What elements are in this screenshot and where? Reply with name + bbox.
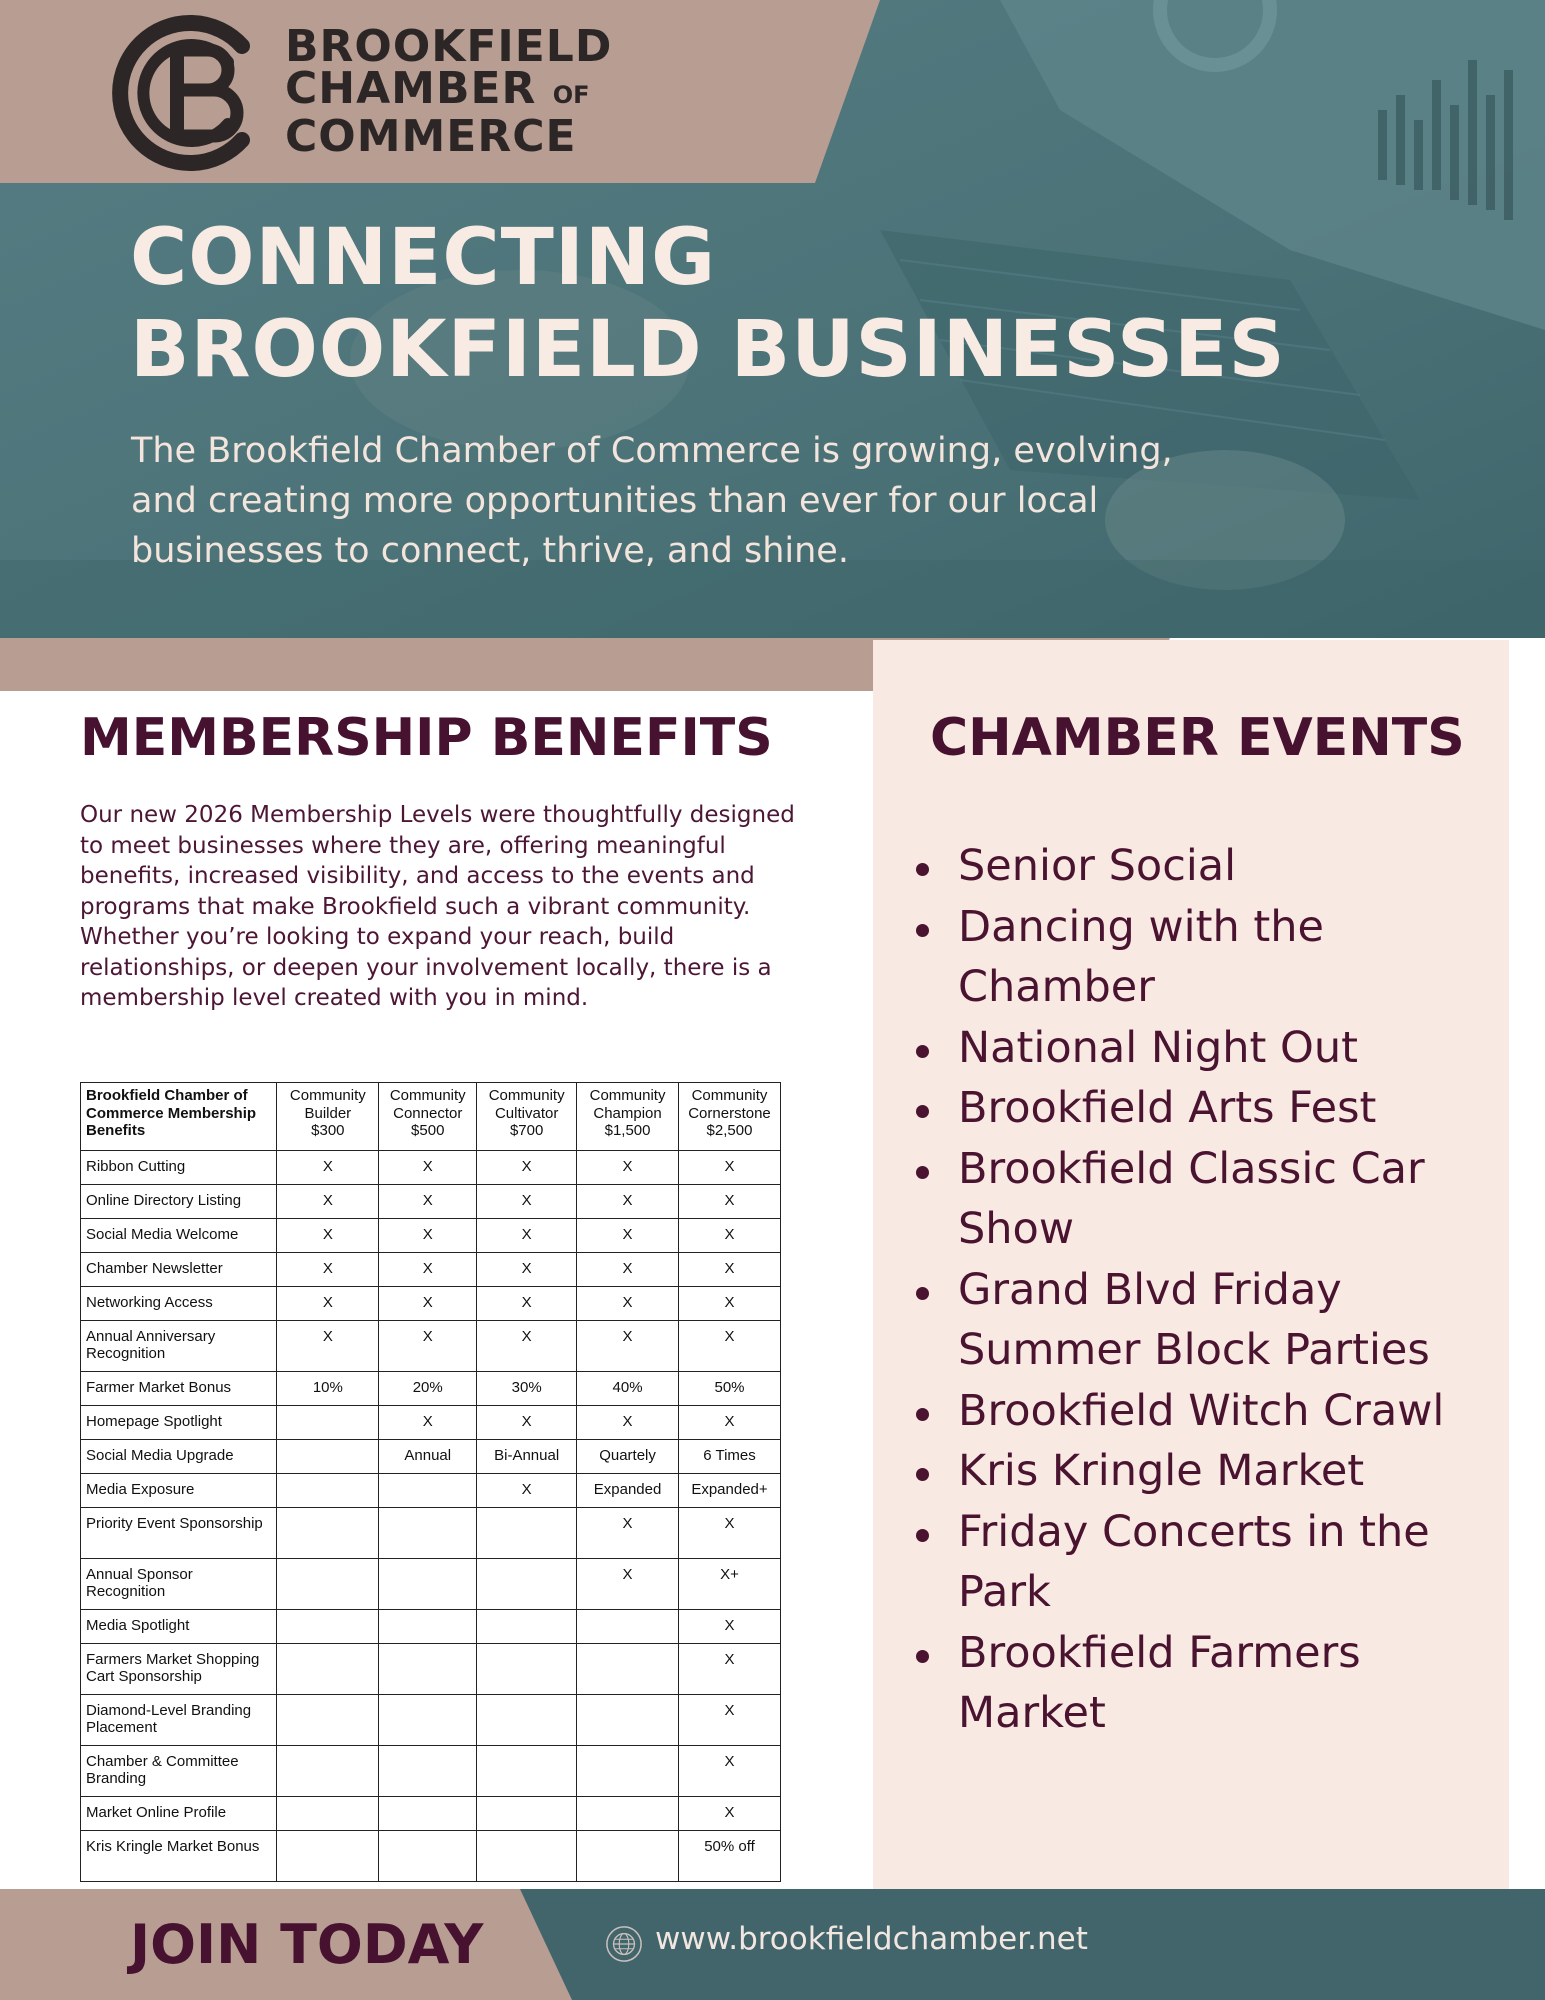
benefit-cell [477, 1508, 577, 1559]
benefit-cell [477, 1831, 577, 1882]
level-header: Community Cultivator $700 [477, 1083, 577, 1151]
table-row [81, 1508, 781, 1559]
benefit-cell: 50% [679, 1372, 781, 1406]
benefit-label: Farmer Market Bonus [81, 1372, 277, 1406]
benefit-cell: X [477, 1474, 577, 1508]
benefit-label: Media Exposure [81, 1474, 277, 1508]
benefit-cell: X [577, 1559, 679, 1610]
events-heading: CHAMBER EVENTS [930, 708, 1465, 768]
table-row [81, 1559, 781, 1610]
benefit-cell: X [679, 1185, 781, 1219]
list-item: Friday Concerts in the Park [910, 1502, 1470, 1623]
table-header-row [81, 1083, 781, 1151]
benefit-cell [277, 1559, 379, 1610]
benefit-cell: X [477, 1321, 577, 1372]
table-row [81, 1321, 781, 1372]
level-header: Community Connector $500 [379, 1083, 477, 1151]
benefit-cell: X [379, 1151, 477, 1185]
benefit-label: Chamber & Committee Branding [81, 1746, 277, 1797]
benefit-cell [277, 1831, 379, 1882]
hero-title-line-2: BROOKFIELD BUSINESSES [130, 305, 1286, 395]
benefit-cell: Bi-Annual [477, 1440, 577, 1474]
benefit-cell: X [679, 1321, 781, 1372]
benefit-cell [277, 1406, 379, 1440]
benefit-label: Diamond-Level Branding Placement [81, 1695, 277, 1746]
level-header: Community Builder $300 [277, 1083, 379, 1151]
benefit-cell: X [679, 1406, 781, 1440]
table-row [81, 1151, 781, 1185]
benefit-cell: X [679, 1151, 781, 1185]
benefit-cell [277, 1695, 379, 1746]
level-header: Community Champion $1,500 [577, 1083, 679, 1151]
benefit-cell: Expanded+ [679, 1474, 781, 1508]
benefit-cell: X [477, 1253, 577, 1287]
benefit-cell: X [477, 1151, 577, 1185]
website-link[interactable]: www.brookfieldchamber.net [655, 1921, 1088, 1957]
membership-heading: MEMBERSHIP BENEFITS [80, 708, 773, 768]
table-row [81, 1253, 781, 1287]
footer [0, 1889, 1545, 2000]
list-item: Brookfield Arts Fest [910, 1078, 1470, 1139]
table-row [81, 1185, 781, 1219]
table-row [81, 1746, 781, 1797]
benefits-table [80, 1082, 781, 1882]
list-item: National Night Out [910, 1018, 1470, 1079]
benefit-cell: Quartely [577, 1440, 679, 1474]
benefit-cell: X [679, 1610, 781, 1644]
benefits-body [81, 1151, 781, 1882]
list-item: Senior Social [910, 836, 1470, 897]
benefit-cell: X [577, 1508, 679, 1559]
benefit-cell [379, 1695, 477, 1746]
table-row [81, 1406, 781, 1440]
benefit-cell: X [379, 1406, 477, 1440]
benefit-label: Media Spotlight [81, 1610, 277, 1644]
benefit-cell: X [679, 1746, 781, 1797]
benefit-cell: 40% [577, 1372, 679, 1406]
benefit-cell: X [477, 1406, 577, 1440]
benefit-cell: X [577, 1321, 679, 1372]
chamber-wordmark [285, 21, 613, 162]
benefit-label: Farmers Market Shopping Cart Sponsorship [81, 1644, 277, 1695]
list-item: Brookfield Witch Crawl [910, 1381, 1470, 1442]
benefit-label: Kris Kringle Market Bonus [81, 1831, 277, 1882]
benefit-cell: Expanded [577, 1474, 679, 1508]
benefit-label: Networking Access [81, 1287, 277, 1321]
table-row [81, 1474, 781, 1508]
benefit-cell: X [679, 1797, 781, 1831]
benefit-cell [379, 1746, 477, 1797]
benefit-cell [577, 1797, 679, 1831]
benefit-cell: X [577, 1287, 679, 1321]
benefit-cell [477, 1746, 577, 1797]
benefit-cell [379, 1831, 477, 1882]
join-today-text: JOIN TODAY [130, 1913, 484, 1976]
benefit-cell: 50% off [679, 1831, 781, 1882]
list-item: Kris Kringle Market [910, 1441, 1470, 1502]
benefit-label: Market Online Profile [81, 1797, 277, 1831]
benefit-cell [277, 1610, 379, 1644]
table-row [81, 1610, 781, 1644]
benefit-cell: X [379, 1219, 477, 1253]
benefit-cell: X [477, 1287, 577, 1321]
benefit-label: Chamber Newsletter [81, 1253, 277, 1287]
benefit-cell: X [379, 1185, 477, 1219]
benefit-cell: 20% [379, 1372, 477, 1406]
benefit-label: Social Media Welcome [81, 1219, 277, 1253]
benefit-cell [277, 1474, 379, 1508]
benefit-cell: X [477, 1219, 577, 1253]
benefit-cell [379, 1797, 477, 1831]
benefit-cell [379, 1559, 477, 1610]
benefit-cell: X [277, 1219, 379, 1253]
wordmark-line-1: BROOKFIELD [285, 21, 613, 72]
benefit-cell: X [379, 1321, 477, 1372]
benefit-cell: X [379, 1253, 477, 1287]
membership-intro: Our new 2026 Membership Levels were thoughtfully designed to meet businesses where they are, offering meaningful benefits, increased visibility, and access to the events and programs that make Brookfield such a vibrant community. Whether you’re looking to expand your reach, build relationships, or deepen your involvement locally, there is a membership level created with you in mind. [80, 802, 795, 1011]
table-row [81, 1797, 781, 1831]
benefit-cell: 10% [277, 1372, 379, 1406]
benefit-label: Priority Event Sponsorship [81, 1508, 277, 1559]
wordmark-line-2: CHAMBER OF [285, 63, 590, 114]
benefit-cell [477, 1610, 577, 1644]
table-row [81, 1831, 781, 1882]
globe-icon [605, 1925, 643, 1963]
benefit-cell [379, 1508, 477, 1559]
level-header: Community Cornerstone $2,500 [679, 1083, 781, 1151]
list-item: Brookfield Classic Car Show [910, 1139, 1470, 1260]
chamber-logo-icon [110, 10, 270, 175]
benefit-cell: X [379, 1287, 477, 1321]
table-row [81, 1219, 781, 1253]
benefit-cell [477, 1644, 577, 1695]
benefit-cell: X [277, 1321, 379, 1372]
table-corner-header: Brookfield Chamber of Commerce Membership Benefits [81, 1083, 277, 1151]
benefit-cell [577, 1695, 679, 1746]
benefit-cell [379, 1474, 477, 1508]
benefit-cell: X [679, 1508, 781, 1559]
benefit-cell [477, 1797, 577, 1831]
benefit-cell: X+ [679, 1559, 781, 1610]
list-item: Dancing with the Chamber [910, 897, 1470, 1018]
benefit-label: Online Directory Listing [81, 1185, 277, 1219]
benefit-cell: X [277, 1253, 379, 1287]
benefit-label: Annual Anniversary Recognition [81, 1321, 277, 1372]
benefit-cell: X [679, 1695, 781, 1746]
benefit-cell [577, 1610, 679, 1644]
list-item: Grand Blvd Friday Summer Block Parties [910, 1260, 1470, 1381]
benefit-label: Homepage Spotlight [81, 1406, 277, 1440]
benefit-cell [577, 1644, 679, 1695]
benefit-cell: X [679, 1644, 781, 1695]
benefit-cell: X [679, 1219, 781, 1253]
table-row [81, 1644, 781, 1695]
wordmark-line-3: COMMERCE [285, 111, 577, 162]
benefit-cell: X [277, 1185, 379, 1219]
table-row [81, 1372, 781, 1406]
table-row [81, 1695, 781, 1746]
hero-banner [0, 0, 1545, 638]
benefit-cell [577, 1831, 679, 1882]
benefit-cell: 6 Times [679, 1440, 781, 1474]
benefit-cell: X [277, 1287, 379, 1321]
benefit-label: Social Media Upgrade [81, 1440, 277, 1474]
benefit-cell: X [577, 1406, 679, 1440]
benefit-cell: X [679, 1287, 781, 1321]
benefit-cell [277, 1440, 379, 1474]
hero-title [130, 212, 1286, 396]
benefit-cell: X [277, 1151, 379, 1185]
benefit-cell: 30% [477, 1372, 577, 1406]
benefit-cell: X [477, 1185, 577, 1219]
benefit-cell: Annual [379, 1440, 477, 1474]
hero-title-line-1: CONNECTING [130, 213, 717, 303]
benefit-cell [477, 1695, 577, 1746]
benefit-cell [577, 1746, 679, 1797]
benefit-cell [477, 1559, 577, 1610]
benefit-label: Ribbon Cutting [81, 1151, 277, 1185]
benefit-cell: X [577, 1151, 679, 1185]
benefit-cell [277, 1797, 379, 1831]
list-item: Brookfield Farmers Market [910, 1623, 1470, 1744]
table-row [81, 1440, 781, 1474]
table-row [81, 1287, 781, 1321]
benefit-cell: X [577, 1253, 679, 1287]
benefit-cell [277, 1644, 379, 1695]
benefit-cell: X [577, 1219, 679, 1253]
hero-subtitle: The Brookfield Chamber of Commerce is growing, evolving, and creating more opportunities than ever for our local businesses to connect, thrive, and shine. [131, 431, 1173, 571]
benefit-cell [277, 1746, 379, 1797]
events-list [910, 836, 1470, 1744]
benefit-cell [277, 1508, 379, 1559]
benefit-cell: X [679, 1253, 781, 1287]
benefit-cell [379, 1610, 477, 1644]
benefit-cell: X [577, 1185, 679, 1219]
benefit-cell [379, 1644, 477, 1695]
benefit-label: Annual Sponsor Recognition [81, 1559, 277, 1610]
